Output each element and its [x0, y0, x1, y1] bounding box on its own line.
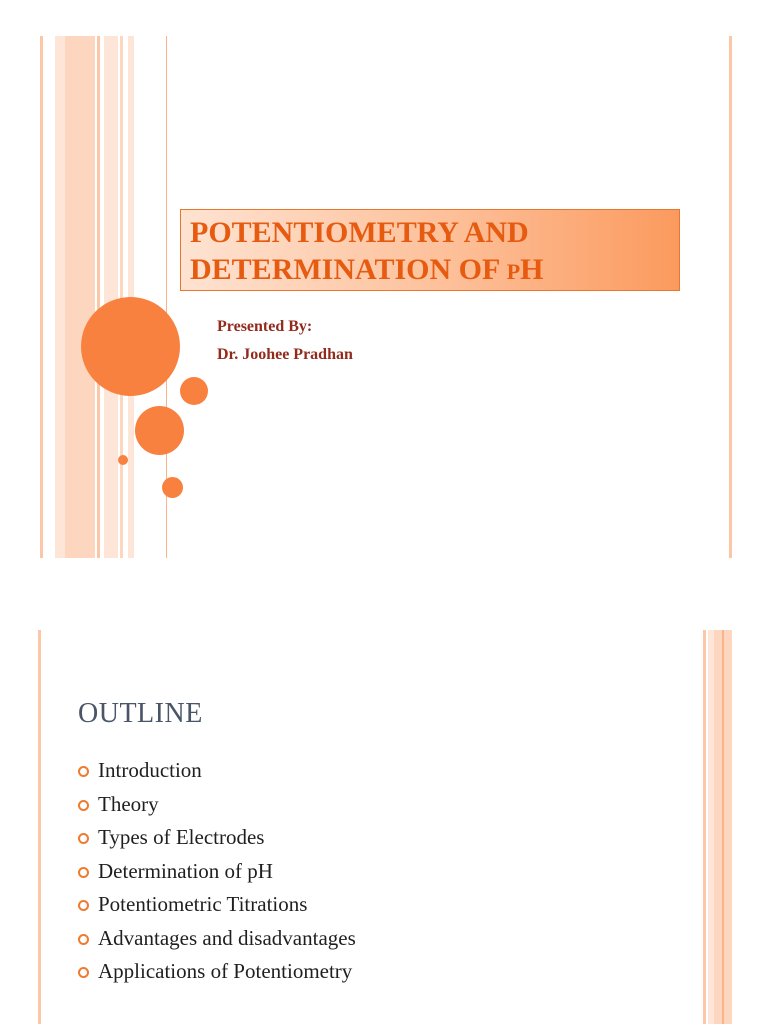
title-line-2-text: DETERMINATION OF: [190, 253, 507, 286]
list-item-text: Potentiometric Titrations: [98, 892, 308, 916]
decorative-circle: [180, 377, 208, 405]
list-item-text: Advantages and disadvantages: [98, 925, 356, 950]
bullet-circle-icon: [78, 833, 89, 844]
list-item: [76, 888, 356, 922]
outline-slide: [0, 630, 768, 1024]
list-item-text: Introduction: [98, 758, 202, 782]
decorative-circle: [162, 477, 183, 498]
decorative-strip: [97, 36, 100, 558]
presenter-name: Dr. Joohee Pradhan: [217, 346, 353, 363]
decorative-strip: [722, 630, 724, 1024]
list-item: [76, 955, 356, 989]
title-slide: [0, 36, 768, 558]
list-item-text: Theory: [98, 791, 159, 816]
list-item: [76, 821, 356, 855]
title-box: [180, 209, 680, 291]
bullet-circle-icon: [78, 867, 89, 878]
decorative-circle: [118, 455, 128, 465]
list-item: [76, 754, 356, 788]
title-ph-h: H: [520, 253, 544, 286]
outline-list: [76, 754, 356, 989]
title-ph-p: P: [506, 259, 521, 284]
decorative-strip: [38, 630, 41, 1024]
list-item: [76, 855, 356, 889]
bullet-circle-icon: [78, 967, 89, 978]
decorative-circle: [135, 406, 184, 455]
list-item-text: Applications of Potentiometry: [98, 959, 353, 983]
decorative-strip: [104, 36, 118, 558]
title-line-1: POTENTIOMETRY AND: [190, 216, 529, 249]
bullet-circle-icon: [78, 766, 89, 777]
decorative-strip: [703, 630, 706, 1024]
list-item: [76, 788, 356, 822]
list-item: [76, 922, 356, 956]
bullet-circle-icon: [78, 934, 89, 945]
bullet-circle-icon: [78, 900, 89, 911]
decorative-strip: [729, 36, 732, 558]
title-line-2: [190, 251, 669, 290]
decorative-circle: [81, 297, 180, 396]
list-item-text: Determination of pH: [98, 858, 273, 883]
decorative-strip: [65, 36, 95, 558]
bullet-circle-icon: [78, 800, 89, 811]
presenter-label: Presented By:: [217, 318, 313, 335]
outline-heading: OUTLINE: [78, 698, 203, 729]
decorative-strip: [40, 36, 43, 558]
decorative-strip: [55, 36, 65, 558]
list-item-text: Types of Electrodes: [98, 825, 265, 849]
